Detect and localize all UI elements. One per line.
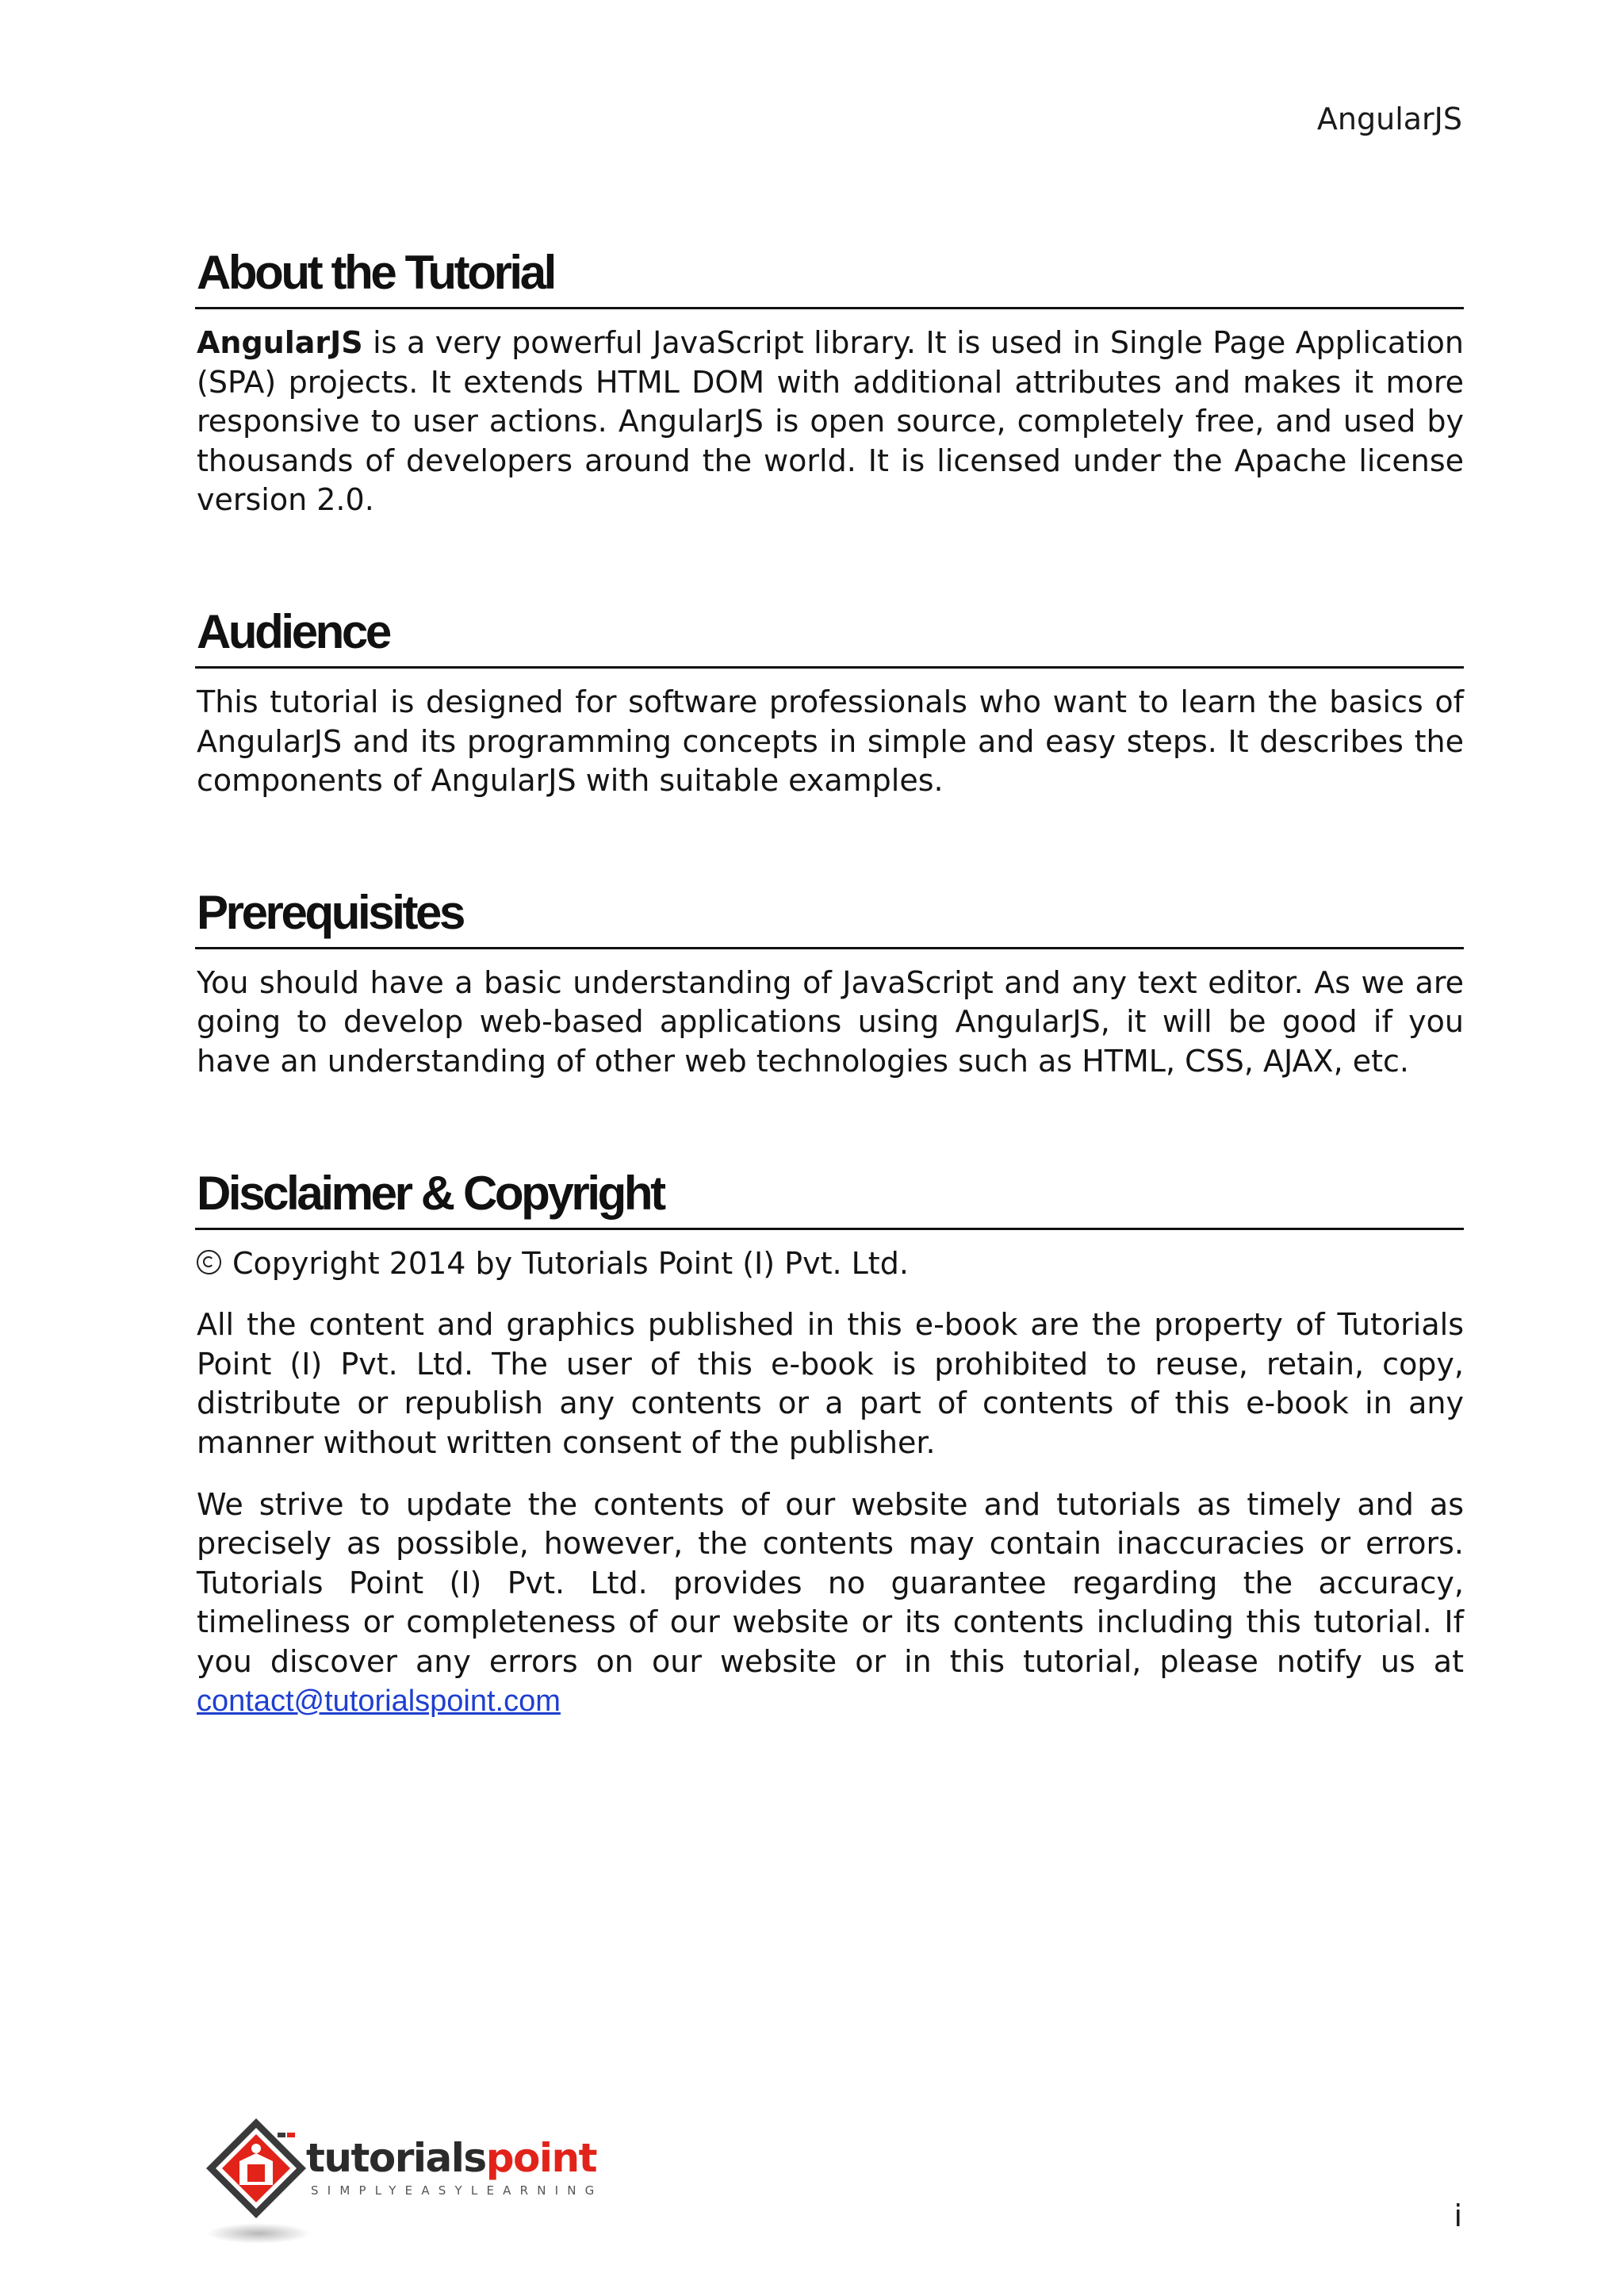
contact-email-link[interactable]: contact@tutorialspoint.com — [197, 1685, 561, 1719]
document-content — [195, 242, 1464, 1722]
section-prerequisites — [195, 882, 1464, 1082]
logo-tagline: SIMPLYEASYLEARNING — [311, 2183, 603, 2198]
copyright-text: Copyright 2014 by Tutorials Point (I) Pvt. Ltd. — [232, 1245, 909, 1281]
page-number: i — [1454, 2198, 1462, 2233]
section-title-prerequisites: Prerequisites — [195, 882, 1464, 949]
section-disclaimer — [195, 1163, 1464, 1723]
audience-paragraph: This tutorial is designed for software professionals who want to learn the basics of AngularJS and its programming concepts in simple and easy steps. It describes the components of AngularJS with suitable examples. — [197, 684, 1464, 799]
logo-word-point: point — [485, 2135, 596, 2181]
disclaimer-paragraph-2 — [197, 1485, 1464, 1723]
tutorialspoint-logo — [195, 2106, 607, 2225]
disclaimer-paragraph-2-text: We strive to update the contents of our website and tutorials as timely and as precisely as possible, however, the contents may contain inaccuracies or errors. Tutorials Point (I) Pvt. Ltd. provides no guarantee regarding the accuracy, timeliness or completeness of our website or its contents including this tutorial. If you discover any errors on our website or in this tutorial, please notify us at — [197, 1486, 1464, 1679]
copyright-line — [197, 1244, 1464, 1284]
logo-wordmark — [306, 2136, 596, 2180]
copyright-icon — [197, 1250, 221, 1274]
prerequisites-paragraph: You should have a basic understanding of JavaScript and any text editor. As we are going to develop web-based applications using AngularJS, it will be good if you have an understanding of other web technologies such as HTML, CSS, AJAX, etc. — [197, 964, 1464, 1079]
logo-shadow — [206, 2223, 311, 2244]
about-paragraph — [197, 324, 1464, 520]
section-title-about: About the Tutorial — [195, 242, 1464, 309]
running-header: AngularJS — [1316, 102, 1462, 136]
section-title-disclaimer: Disclaimer & Copyright — [195, 1163, 1464, 1230]
section-audience — [195, 601, 1464, 801]
section-title-audience: Audience — [195, 601, 1464, 669]
disclaimer-paragraph-1: All the content and graphics published in this e-book are the property of Tutorials Point (I) Pvt. Ltd. The user of this e-book is prohibited to reuse, retain, copy, distribute or republish any contents or a part of contents of this e-book in any manner without written consent of the publisher. — [197, 1307, 1464, 1460]
tutorialspoint-logo-icon — [205, 2117, 308, 2220]
about-lead-bold: AngularJS — [197, 325, 363, 360]
section-about — [195, 242, 1464, 520]
about-body: is a very powerful JavaScript library. It is used in Single Page Application (SPA) projects. It extends HTML DOM with additional attributes and makes it more responsive to user actions. AngularJS is open source, completely free, and used by thousands of developers around the world. It is licensed under the Apache license version 2.0. — [197, 325, 1464, 518]
logo-word-tutorials: tutorials — [306, 2135, 486, 2181]
